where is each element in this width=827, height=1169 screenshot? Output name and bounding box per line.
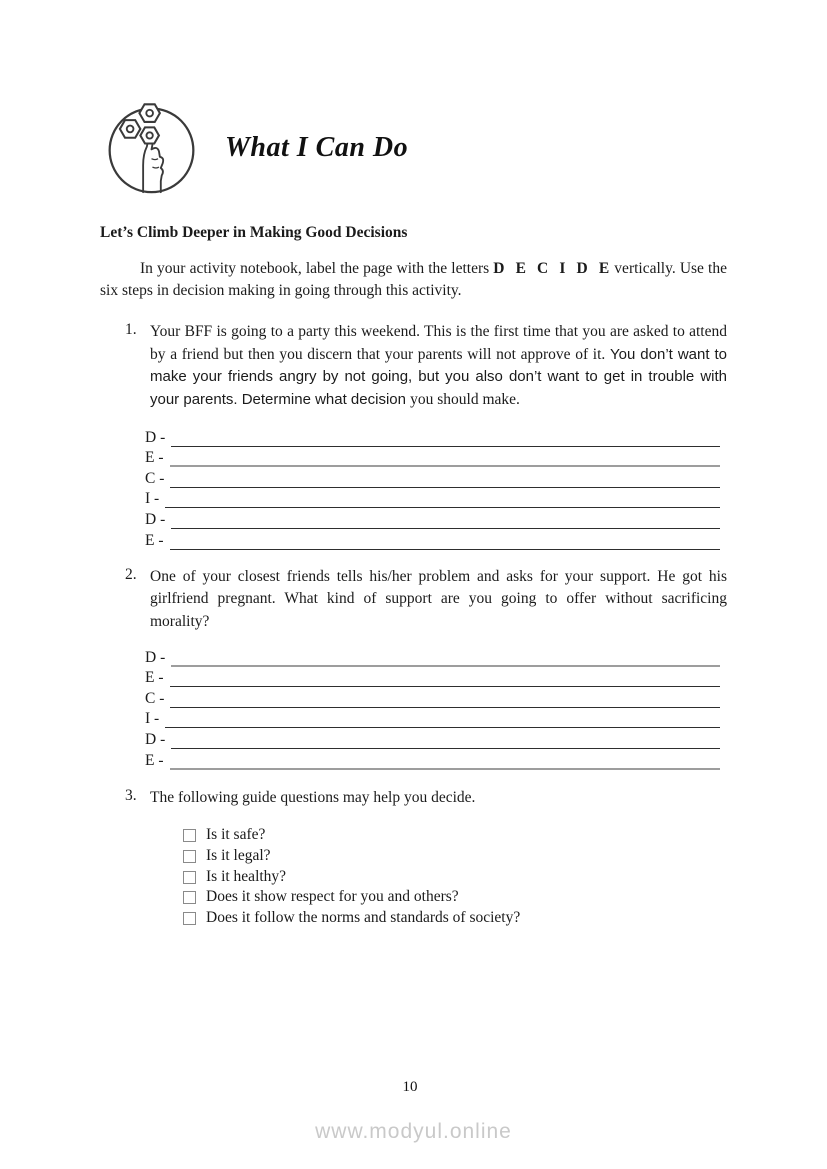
answer-line [171,507,720,529]
blank-row [145,467,720,488]
item-number: 2. [125,565,137,583]
answer-line [165,487,720,509]
checklist-label: Is it safe? [206,826,266,844]
answer-line [170,747,720,770]
checklist-item [183,826,727,847]
checkbox-icon [183,850,196,863]
checkbox-icon [183,891,196,904]
item-text-segment: The following guide questions may help you decide. [150,788,476,806]
item-text [150,787,727,810]
blank-row [145,646,720,667]
blank-letter: D - [145,731,166,749]
answer-line [170,466,720,488]
blank-letter: C - [145,689,165,707]
blank-letter: D - [145,510,166,528]
blank-letter: E - [145,751,164,769]
blank-letter: C - [145,469,165,487]
checkbox-icon [183,912,196,925]
blank-letter: I - [145,490,160,508]
list-item-3 [100,787,727,810]
blank-letter: I - [145,710,160,728]
blank-row [145,667,720,688]
checklist-label: Does it show respect for you and others? [206,888,459,906]
answer-line [171,644,720,667]
blank-row [145,749,720,770]
blank-row [145,488,720,509]
item-text [150,566,727,634]
hand-holding-flowers-icon [105,100,198,196]
answer-line [165,707,720,729]
worksheet-content [100,224,727,930]
answer-line [170,666,720,688]
page-title: What I Can Do [225,132,409,163]
checklist-label: Is it legal? [206,846,271,864]
checklist-item [183,909,727,930]
page-number: 10 [402,1079,418,1095]
decide-blanks-1 [145,426,720,550]
guide-questions-checklist [183,826,727,929]
blank-letter: E - [145,449,164,467]
list-item-1 [100,321,727,411]
decide-blanks-2 [145,646,720,770]
item-text-segment: One of your closest friends tells his/her problem and asks for your support. He got his girlfriend pregnant. What kind of support are you going to offer without sacrificing morality? [150,567,727,630]
blank-row [145,708,720,729]
item-number: 1. [125,321,137,338]
watermark: www.modyul.online [315,1120,512,1143]
intro-paragraph [100,258,727,301]
checkbox-icon [183,829,196,842]
blank-row [145,508,720,529]
item-text-segment: you should make. [410,390,520,408]
answer-line [170,445,720,468]
checklist-label: Is it healthy? [206,867,287,885]
answer-line [171,727,720,749]
blank-letter: E - [145,531,164,549]
checklist-item [183,847,727,868]
item-text [150,321,727,411]
checkbox-icon [183,871,196,884]
blank-row [145,687,720,708]
list-item-2 [100,566,727,634]
checklist-item [183,868,727,889]
blank-row [145,447,720,468]
blank-letter: E - [145,669,164,687]
intro-text-post: vertically. Use the six steps in decision making in going through this activity. [100,260,727,299]
item-text-segment: Your BFF is going to a party this weekend. This is the first time that you are asked to attend by a friend but then you discern that your parents will not approve of it. [150,323,727,363]
blank-letter: D - [145,428,166,446]
blank-row [145,529,720,550]
blank-row [145,728,720,749]
answer-line [170,528,720,550]
answer-line [170,686,720,708]
section-heading: Let’s Climb Deeper in Making Good Decisions [100,224,408,241]
intro-text-pre: In your activity notebook, label the page with the letters [140,260,494,277]
blank-row [145,426,720,447]
decide-letters: D E C I D E [493,260,611,277]
section-header [105,0,827,196]
checklist-item [183,888,727,909]
answer-line [171,425,720,447]
item-number: 3. [125,786,137,804]
blank-letter: D - [145,648,166,666]
checklist-label: Does it follow the norms and standards of society? [206,908,521,926]
item-text-segment: You don’t want to make your friends angry by not going, but you also don’t want to get in trouble with your parents. Determine what decision [150,345,727,408]
